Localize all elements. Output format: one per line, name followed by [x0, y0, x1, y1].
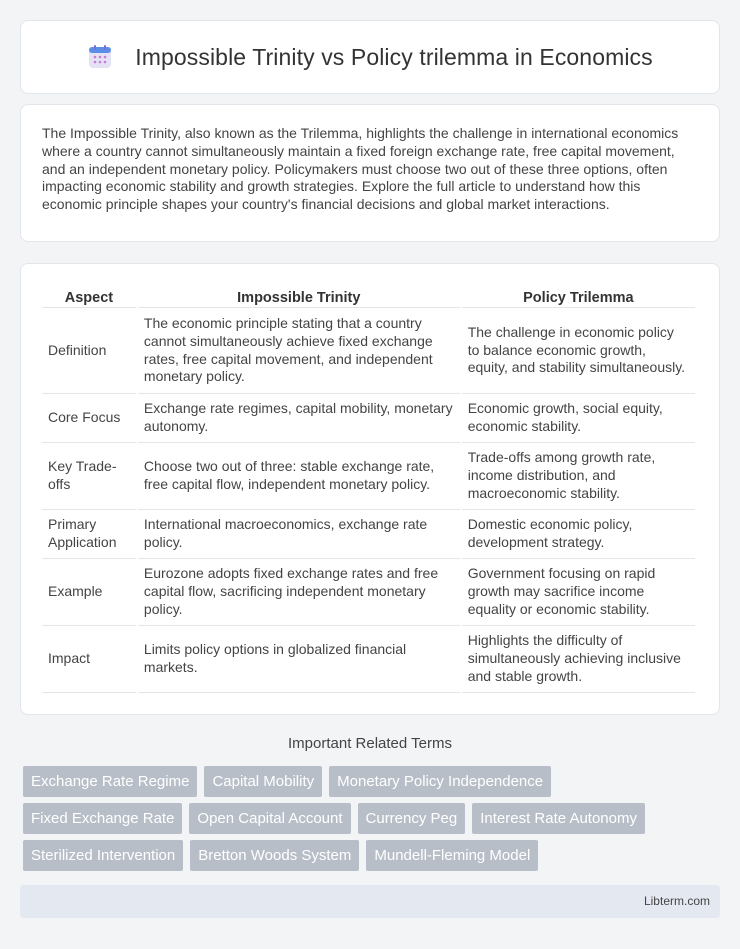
table-header: Policy Trilemma: [462, 282, 695, 308]
table-cell: Example: [42, 559, 136, 626]
table-cell: Exchange rate regimes, capital mobility, monetary autonomy.: [138, 394, 460, 443]
comparison-table-card: [20, 263, 720, 715]
tag-row: [23, 766, 723, 797]
table-row: [42, 394, 695, 443]
page-title: Impossible Trinity vs Policy trilemma in Economics: [135, 43, 653, 70]
tag-interest-rate-autonomy[interactable]: Interest Rate Autonomy: [472, 803, 645, 834]
tag-row: [23, 840, 723, 871]
table-cell: The economic principle stating that a country cannot simultaneously achieve fixed exchange rates, free capital movement, and independent monetary policy.: [138, 308, 460, 394]
table-header: Aspect: [42, 282, 136, 308]
table-row: [42, 626, 695, 693]
table-cell: Core Focus: [42, 394, 136, 443]
calendar-icon: [87, 44, 113, 70]
comparison-table: [40, 282, 697, 693]
table-cell: Highlights the difficulty of simultaneously achieving inclusive and stable growth.: [462, 626, 695, 693]
table-cell: Domestic economic policy, development strategy.: [462, 510, 695, 559]
tag-monetary-policy-independence[interactable]: Monetary Policy Independence: [329, 766, 551, 797]
tag-mundell-fleming-model[interactable]: Mundell-Fleming Model: [366, 840, 538, 871]
tag-open-capital-account[interactable]: Open Capital Account: [189, 803, 350, 834]
table-cell: Eurozone adopts fixed exchange rates and free capital flow, sacrificing independent monetary policy.: [138, 559, 460, 626]
tag-row: [23, 803, 723, 834]
footer: [20, 885, 720, 918]
tag-capital-mobility[interactable]: Capital Mobility: [204, 766, 322, 797]
table-row: [42, 559, 695, 626]
table-cell: Government focusing on rapid growth may sacrifice income equality or economic stability.: [462, 559, 695, 626]
tag-fixed-exchange-rate[interactable]: Fixed Exchange Rate: [23, 803, 182, 834]
tag-bretton-woods-system[interactable]: Bretton Woods System: [190, 840, 359, 871]
table-cell: International macroeconomics, exchange rate policy.: [138, 510, 460, 559]
related-terms-title: Important Related Terms: [288, 735, 452, 752]
tag-exchange-rate-regime[interactable]: Exchange Rate Regime: [23, 766, 197, 797]
table-cell: Definition: [42, 308, 136, 394]
related-terms-tags: [23, 766, 723, 877]
table-cell: Choose two out of three: stable exchange rate, free capital flow, independent monetary policy.: [138, 443, 460, 510]
table-header: Impossible Trinity: [138, 282, 460, 308]
table-row: [42, 443, 695, 510]
intro-text: The Impossible Trinity, also known as the Trilemma, highlights the challenge in international economics where a country cannot simultaneously maintain a fixed foreign exchange rate, free capital movement, and an independent monetary policy. Policymakers must choose two out of these three options, often impacting economic stability and growth strategies. Explore the full article to understand how this economic principle shapes your country's financial decisions and global market interactions.: [42, 125, 679, 213]
table-header-row: [42, 282, 695, 308]
title-card: [20, 20, 720, 94]
table-cell: The challenge in economic policy to balance economic growth, equity, and stability simultaneously.: [462, 308, 695, 394]
table-cell: Economic growth, social equity, economic stability.: [462, 394, 695, 443]
tag-sterilized-intervention[interactable]: Sterilized Intervention: [23, 840, 183, 871]
footer-site-link[interactable]: Libterm.com: [643, 894, 710, 908]
table-cell: Key Trade-offs: [42, 443, 136, 510]
table-cell: Trade-offs among growth rate, income distribution, and macroeconomic stability.: [462, 443, 695, 510]
table-row: [42, 510, 695, 559]
table-cell: Primary Application: [42, 510, 136, 559]
table-cell: Impact: [42, 626, 136, 693]
intro-card: [20, 104, 720, 242]
table-cell: Limits policy options in globalized financial markets.: [138, 626, 460, 693]
table-row: [42, 308, 695, 394]
tag-currency-peg[interactable]: Currency Peg: [358, 803, 466, 834]
